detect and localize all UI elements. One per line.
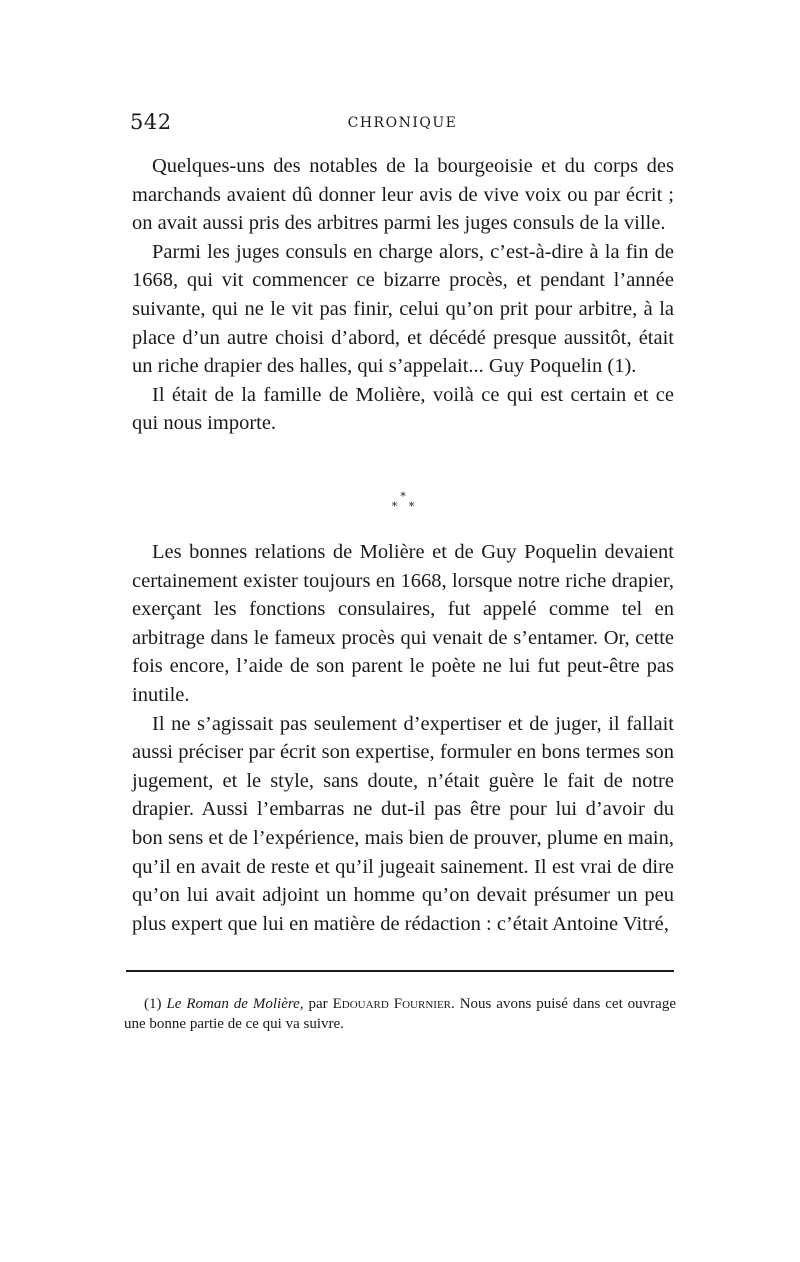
footnote-text (124, 994, 676, 1034)
footnote-book-title: Le Roman de Molière, (166, 996, 304, 1012)
footnote-marker: (1) (144, 996, 162, 1012)
footnote (124, 994, 676, 1034)
footnote-author: Edouard Fournier. (332, 996, 455, 1012)
main-text-section-two (132, 538, 674, 938)
footnote-rest: Nous avons puisé dans cet ouvrage une bonne partie de ce qui va suivre. (124, 996, 676, 1032)
page-number: 542 (130, 110, 172, 134)
paragraph-4: Les bonnes relations de Molière et de Guy Poquelin devaient certainement exister toujours en 1668, lorsque notre riche drapier, exerçant les fonctions consulaires, fut appelé comme tel en arbitrage dans le fameux procès qui venait de s’entamer. Or, cette fois encore, l’aide de son parent le poète ne lui fut peut-être pas inutile. (132, 541, 674, 706)
paragraph-5: Il ne s’agissait pas seulement d’expertiser et de juger, il fallait aussi préciser par écrit son expertise, formuler en bons termes son jugement, et le style, sans doute, n’était guère le fait de notre drapier. Aussi l’embarras ne dut-il pas être pour lui d’avoir du bon sens et de l’expérience, mais bien de prouver, plume en main, qu’il en avait de reste et qu’il jugeait sainement. Il est vrai de dire qu’on lui avait adjoint un homme qu’on devait présumer un peu plus expert que lui en matière de rédaction : c’était Antoine Vitré, (132, 712, 674, 935)
page-header (130, 110, 675, 140)
asterism-star-right: * (408, 500, 415, 513)
section-separator-asterism (132, 492, 674, 512)
footnote-divider (126, 970, 674, 972)
paragraph-2: Parmi les juges consuls en charge alors, c’est-à-dire à la fin de 1668, qui vit commencer ce bizarre procès, et pendant l’année suivante, qui ne le vit pas finir, celui qu’on prit pour arbitre, à la place d’un autre choisi d’abord, et décédé presque aussitôt, était un riche drapier des halles, qui s’appelait... Guy Poquelin (1). (132, 240, 674, 378)
paragraph-1: Quelques-uns des notables de la bourgeoisie et du corps des marchands avaient dû donner leur avis de vive voix ou par écrit ; on avait aussi pris des arbitres parmi les juges consuls de la ville. (132, 155, 674, 235)
asterism-star-top: * (400, 490, 406, 503)
main-text-section-one (132, 152, 674, 438)
running-head: CHRONIQUE (347, 115, 458, 131)
footnote-by: par (308, 996, 328, 1012)
paragraph-3: Il était de la famille de Molière, voilà ce qui est certain et ce qui nous importe. (132, 383, 674, 435)
asterism-star-left: * (391, 500, 398, 513)
